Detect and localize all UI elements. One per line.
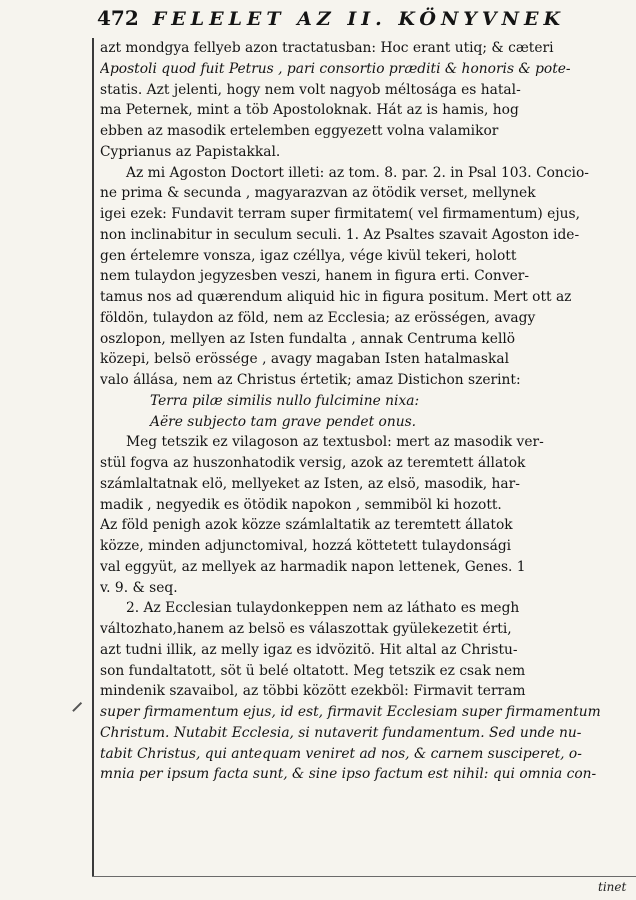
text-line: tamus nos ad quærendum aliquid hic in figura positum. Mert ott az (100, 289, 572, 305)
text-line: statis. Azt jelenti, hogy nem volt nagyob méltosága es hatal- (100, 81, 521, 98)
text-line: földön, tulaydon az föld, nem az Ecclesia; az erösségen, avagy (100, 309, 536, 326)
text-line: azt tudni illik, az melly igaz es idvözitö. Hit altal az Christu- (100, 641, 518, 658)
text-line: 2. Az Ecclesian tulaydonkeppen nem az láthato es megh (126, 600, 520, 617)
text-line: Terra pilæ similis nullo fulcimine nixa: (150, 392, 420, 409)
text-line: Aëre subjecto tam grave pendet onus. (150, 413, 417, 430)
text-line: igei ezek: Fundavit terram super firmitatem( vel firmamentum) ejus, (100, 206, 580, 222)
text-line: közze, minden adjunctomival, hozzá köttetett tulaydonsági (100, 538, 512, 554)
text-line: Christum. Nutabit Ecclesia, si nutaverit fundamentum. Sed unde nu- (100, 724, 582, 741)
text-line: ma Peternek, mint a töb Apostoloknak. Hát az is hamis, hog (100, 102, 519, 119)
text-line: számlaltatnak elö, mellyeket az Isten, az elsö, masodik, har- (100, 475, 520, 492)
text-line: valo állása, nem az Christus értetik; amaz Distichon szerint: (100, 372, 521, 388)
text-line: mindenik szavaibol, az többi között ezekböl: Firmavit terram (100, 683, 526, 700)
text-line: stül fogva az huszonhatodik versig, azok az teremtett állatok (100, 455, 526, 471)
page-header (95, 6, 636, 34)
text-line: nem tulaydon jegyzesben veszi, hanem in figura erti. Conver- (100, 268, 530, 285)
text-line: ne prima & secunda , magyarazvan az ötödik verset, mellynek (100, 185, 536, 202)
text-line: v. 9. & seq. (100, 579, 178, 596)
bottom-margin-rule (92, 876, 636, 877)
text-body (100, 38, 630, 785)
text-line: madik , negyedik es ötödik napokon , semmiböl ki hozott. (100, 496, 502, 513)
text-line: tabit Christus, qui antequam veniret ad nos, & carnem susciperet, o- (100, 745, 582, 762)
text-line: Cyprianus az Papistakkal. (100, 143, 281, 160)
text-line: son fundaltatott, söt ü belé oltatott. Meg tetszik ez csak nem (100, 662, 526, 679)
catchword: tinet (598, 880, 627, 894)
text-line: Az föld penigh azok közze számlaltatik az teremtett állatok (100, 517, 513, 534)
text-line: Meg tetszik ez vilagoson az textusbol: mert az masodik ver- (126, 434, 544, 451)
text-line: gen értelemre vonsza, igaz czéllya, vége kivül tekeri, holott (100, 247, 517, 264)
page-number: 472 (97, 6, 139, 30)
text-line: val eggyüt, az mellyek az harmadik napon lettenek, Genes. 1 (100, 558, 526, 575)
left-margin-rule (92, 38, 94, 876)
text-line: Apostoli quod fuit Petrus , pari consortio præditi & honoris & pote- (100, 60, 571, 77)
text-line: oszlopon, mellyen az Isten fundalta , annak Centruma kellö (100, 330, 516, 347)
text-line: Az mi Agoston Doctort illeti: az tom. 8. par. 2. in Psal 103. Concio- (126, 164, 589, 181)
text-line: közepi, belsö erössége , avagy magaban Isten hatalmaskal (100, 351, 509, 368)
margin-stroke-mark (72, 702, 82, 712)
running-title: FELELET AZ II. KÖNYVNEK (152, 8, 565, 30)
text-line: mnia per ipsum facta sunt, & sine ipso factum est nihil: qui omnia con- (100, 766, 597, 783)
text-line: változhato,hanem az belsö es válaszottak gyülekezetit érti, (100, 621, 512, 637)
text-line: non inclinabitur in seculum seculi. 1. Az Psaltes szavait Agoston ide- (100, 226, 580, 243)
text-line: super firmamentum ejus, id est, firmavit Ecclesiam super firmamentum (100, 704, 601, 720)
text-line: azt mondgya fellyeb azon tractatusban: Hoc erant utiq; & cæteri (100, 40, 554, 56)
text-line: ebben az masodik ertelemben eggyezett volna valamikor (100, 123, 499, 139)
